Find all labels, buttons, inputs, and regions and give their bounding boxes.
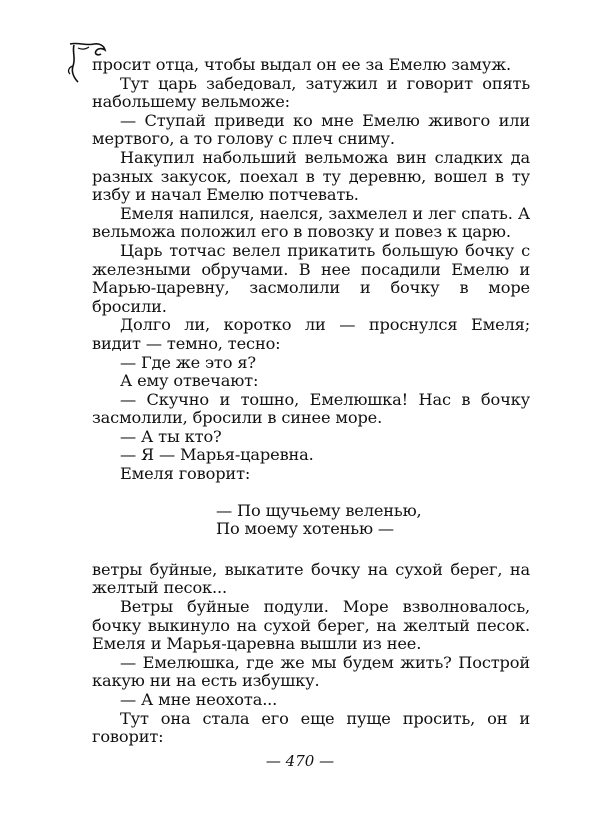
paragraph: — Скучно и тошно, Емелюшка! Нас в бочку засмолили, бросили в синее море.	[92, 389, 530, 428]
paragraph: ветры буйные, выкатите бочку на сухой берег, на желтый песок...	[92, 559, 530, 598]
paragraph: — Емелюшка, где же мы будем жить? Построй какую ни на есть избушку.	[92, 652, 530, 691]
paragraph: — А мне неохота...	[120, 690, 278, 709]
paragraph: А ему отвечают:	[120, 371, 259, 391]
paragraph: Тут царь забедовал, затужил и говорит опять набольшему вельможе:	[92, 73, 530, 112]
page-number: — 470 —	[265, 752, 335, 770]
verse-line: По моему хотенью —	[216, 519, 394, 539]
story-text	[92, 56, 530, 747]
paragraph: — Ступай приведи ко мне Емелю живого или мертвого, а то голову с плеч сниму.	[92, 110, 530, 149]
paragraph: Емеля говорит:	[120, 464, 251, 484]
paragraph: Тут она стала его еще пуще просить, он и говорит:	[92, 708, 530, 747]
paragraph: Ветры буйные подули. Море взволновалось, бочку выкинуло на сухой берег, на желтый песок. Емеля и Марья-царевна вышли из нее.	[92, 597, 530, 654]
paragraph: — Где же это я?	[120, 352, 256, 372]
paragraph: Емеля напился, наелся, захмелел и лег спать. А вельможа положил его в повозку и повез к царю.	[92, 203, 530, 242]
paragraph: Царь тотчас велел прикатить большую бочку с железными обручами. В нее посадили Емелю и Марью-царевну, засмолили и бочку в море бросили.	[92, 240, 530, 316]
verse-block	[92, 502, 530, 539]
paragraph: Долго ли, коротко ли — проснулся Емеля; видит — темно, тесно:	[92, 315, 530, 353]
paragraph: — А ты кто?	[120, 426, 222, 446]
verse-line: — По щучьему веленью,	[216, 500, 422, 520]
paragraph: Накупил набольший вельможа вин сладких да разных закусок, поехал в ту деревню, вошел в ту избу и начал Емелю потчевать.	[92, 147, 530, 205]
paragraph: — Я — Марья-царевна.	[120, 445, 314, 465]
paragraph: просит отца, чтобы выдал он ее за Емелю замуж.	[92, 55, 511, 74]
